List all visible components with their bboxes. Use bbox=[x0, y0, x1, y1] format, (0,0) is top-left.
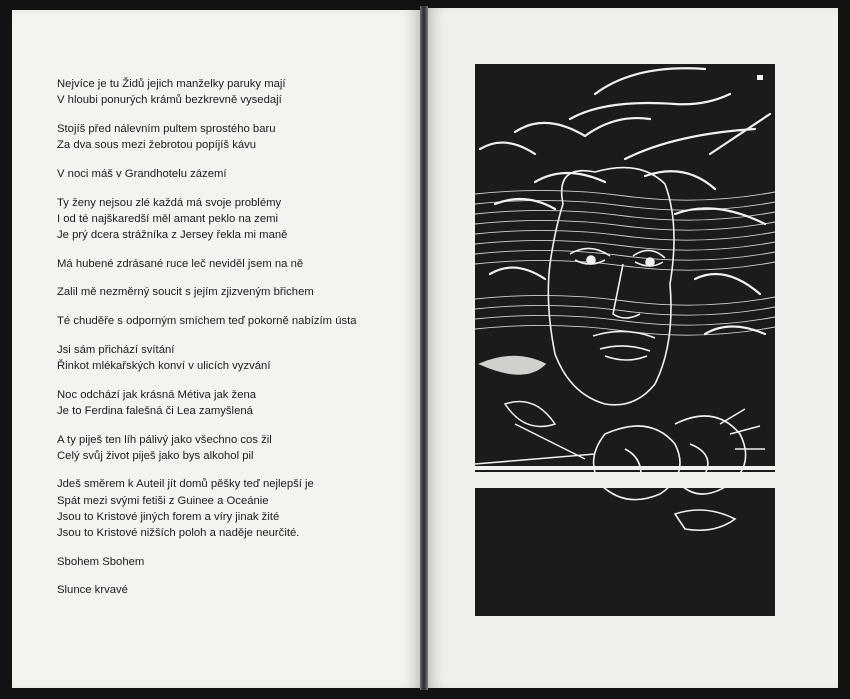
poem-line: Jdeš směrem k Auteil jít domů pěšky teď nejlepší je bbox=[57, 478, 314, 491]
poem-line: Slunce krvavé bbox=[57, 584, 128, 597]
poem-line: Ty ženy nejsou zlé každá má svoje problémy bbox=[57, 196, 282, 209]
poem-line: Řinkot mlékařských konví v ulicích vyzvání bbox=[57, 359, 271, 372]
poem-stanza bbox=[57, 582, 397, 598]
poem-stanza bbox=[57, 432, 397, 464]
poem-stanza bbox=[57, 121, 397, 153]
poem-line: A ty piješ ten líh pálivý jako všechno cos žil bbox=[57, 433, 272, 446]
poem-line: Jsou to Kristové jiných forem a víry jinak žité bbox=[57, 510, 280, 523]
poem-stanza bbox=[57, 554, 397, 570]
woodcut-face-birds-flower-icon bbox=[475, 64, 775, 616]
poem-line: Té chuděře s odporným smíchem teď pokorně nabízím ústa bbox=[57, 315, 357, 328]
poem-line: Spát mezi svými fetiši z Guinee a Oceánie bbox=[57, 494, 269, 507]
poem-line: Zalil mě nezměrný soucit s jejím zjizveným břichem bbox=[57, 286, 314, 299]
book-gutter bbox=[420, 6, 428, 690]
poem-line: Je to Ferdina falešná či Lea zamyšlená bbox=[57, 404, 253, 417]
poem-stanza bbox=[57, 256, 397, 272]
poem-line: Má hubené zdrásané ruce leč neviděl jsem na ně bbox=[57, 257, 304, 270]
poem-stanza bbox=[57, 284, 397, 300]
poem-line: Za dva sous mezi žebrotou popíjíš kávu bbox=[57, 139, 257, 152]
poem-line: Celý svůj život piješ jako bys alkohol pil bbox=[57, 449, 254, 462]
poem-line: Stojíš před nálevním pultem sprostého baru bbox=[57, 122, 276, 135]
poem-stanza bbox=[57, 387, 397, 419]
woodcut-illustration bbox=[475, 64, 775, 616]
poem-stanza bbox=[57, 166, 397, 182]
poem-stanza bbox=[57, 313, 397, 329]
poem-line: Noc odchází jak krásná Métiva jak žena bbox=[57, 388, 257, 401]
poem-line: Nejvíce je tu Židů jejich manželky paruky mají bbox=[57, 78, 286, 90]
poem-stanza bbox=[57, 195, 397, 244]
poem-line: V noci máš v Grandhotelu zázemí bbox=[57, 167, 227, 180]
poem-line: I od té najškaredší měl amant peklo na zemi bbox=[57, 212, 279, 225]
poem-stanza bbox=[57, 476, 397, 541]
poem-line: Sbohem Sbohem bbox=[57, 555, 145, 568]
poem-line: Je prý dcera strážníka z Jersey řekla mi maně bbox=[57, 228, 288, 241]
poem-text bbox=[57, 76, 397, 611]
poem-stanza bbox=[57, 76, 397, 108]
poem-line: V hloubi ponurých krámů bezkrevně vysedají bbox=[57, 94, 282, 107]
poem-line: Jsou to Kristové nižších poloh a naděje neurčité. bbox=[57, 527, 300, 540]
poem-line: Jsi sám přichází svítání bbox=[57, 343, 175, 356]
poem-stanza bbox=[57, 342, 397, 374]
